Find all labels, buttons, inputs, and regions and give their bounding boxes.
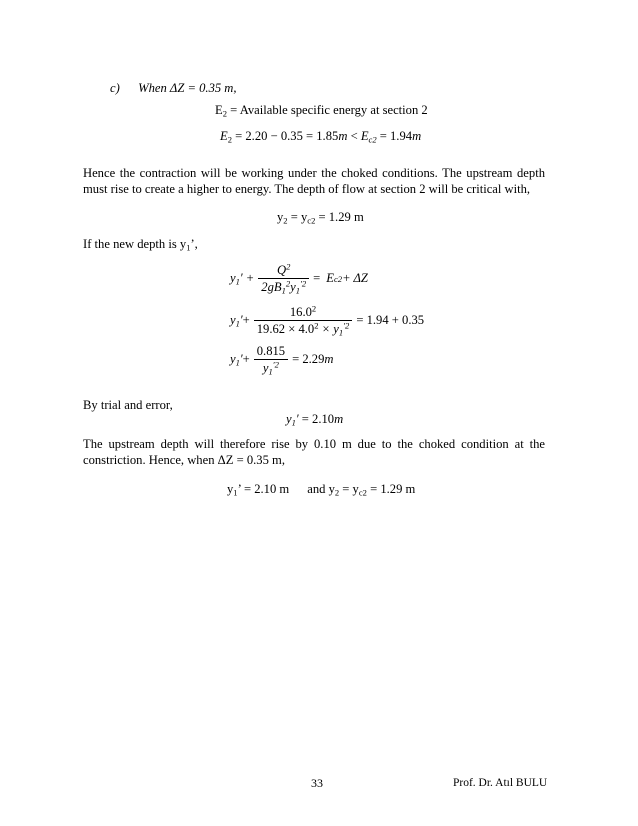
eqd-unit: m <box>334 412 344 426</box>
final-d-sub: c2 <box>358 487 367 498</box>
eqa-rhs-tail: + ΔZ <box>342 271 368 286</box>
eqc-den-sub: 1 <box>268 366 273 377</box>
eq1-cmp: < <box>347 129 361 143</box>
eqc-rhs: = 2.29 <box>292 352 325 367</box>
eqd-lhs: y <box>286 412 292 426</box>
eqc-unit: m <box>324 352 334 367</box>
new-depth-sub: 1 <box>186 242 191 253</box>
eqc-num: 0.815 <box>254 343 288 360</box>
page-number: 33 <box>311 776 323 790</box>
eq1-expr: = 2.20 − 0.35 = 1.85 <box>231 129 339 143</box>
critical-depth-line <box>277 210 364 226</box>
eq1-rhs-sub: c2 <box>368 134 377 145</box>
available-energy-line <box>215 103 428 119</box>
eqa-den: 2gB <box>261 280 282 295</box>
section-label: c) <box>110 81 120 95</box>
energy-subscript: 2 <box>222 108 227 119</box>
yc-a-sub: 2 <box>283 215 288 226</box>
eq1-rhs: E <box>360 129 369 143</box>
eqb-den-y-sup: ′2 <box>343 320 350 331</box>
paragraph-conclusion: The upstream depth will therefore rise by 0.10 m due to the choked condition at the constriction. Hence, when ΔZ = 0.35 m, <box>83 437 545 467</box>
final-d: = y <box>339 482 359 496</box>
energy-symbol: E <box>215 103 223 117</box>
final-c-sub: 2 <box>334 487 340 498</box>
eqb-den-sup: 2 <box>314 320 319 331</box>
eqa-den-sub: 1 <box>281 285 286 296</box>
eqb-num-sup: 2 <box>311 303 317 314</box>
yc-a: y <box>277 210 284 224</box>
new-depth-end: ’, <box>190 237 198 251</box>
eqb-rhs: = 1.94 + 0.35 <box>356 313 425 328</box>
final-a-sub: 1 <box>233 487 238 498</box>
eq1-rhs-val: = 1.94 <box>376 129 413 143</box>
author-name: Prof. Dr. Atıl BULU <box>453 777 548 789</box>
trial-text: By trial and error, <box>83 398 173 412</box>
section-heading <box>110 81 237 97</box>
eq1-rhs-unit: m <box>412 129 422 143</box>
eqd-lhs-sub: 1 <box>291 417 296 428</box>
eqb-den-y-sub: 1 <box>338 327 344 338</box>
fraction-q <box>258 262 309 296</box>
eqa-num: Q <box>277 263 287 277</box>
eq1-unit: m <box>338 129 348 143</box>
final-b: ’ = 2.10 m <box>237 482 290 496</box>
fraction-simplified <box>254 343 288 377</box>
fraction-numeric <box>254 304 353 338</box>
final-c: and y <box>307 482 335 496</box>
eq1-lhs-sub: 2 <box>227 134 232 145</box>
eqa-den-y: y <box>290 280 296 295</box>
equation-result <box>286 412 343 428</box>
eq1-lhs: E <box>220 129 228 143</box>
eqa-num-sup: 2 <box>286 261 291 272</box>
eqa-rhs-e: E <box>326 271 334 286</box>
energy-text: = Available specific energy at section 2 <box>226 103 428 117</box>
final-e: = 1.29 m <box>366 482 416 496</box>
equation-substituted: $y_1'$ + $\frac{16.0^2}{19.62 \times 4.0^2 \times y_1^{'2}}$ = 1.94 + 0.35 <box>230 303 425 338</box>
eqb-den: 19.62 × 4.0 <box>256 322 315 337</box>
eqb-den-x: × y <box>318 322 339 337</box>
equation-energy-balance: $y_1'$ + $\frac{Q^2}{2gB_1^2y_1^{'2}}$ = E c2 + ΔZ <box>230 261 368 296</box>
yc-c: = 1.29 m <box>315 210 364 224</box>
eqd-prime: ′ <box>295 412 299 426</box>
equation-simplified: $y_1'$ + $\frac{0.815}{y_1^{'2}}$ = 2.29 m <box>230 344 334 377</box>
yc-b: = y <box>287 210 308 224</box>
eqb-num: 16.0 <box>289 305 312 319</box>
eqa-den-y-sup: ′2 <box>300 278 307 289</box>
final-a: y <box>227 482 234 496</box>
new-depth-text: If the new depth is y <box>83 237 187 251</box>
final-result-line <box>227 482 415 498</box>
eqd-rhs: = 2.10 <box>298 412 335 426</box>
equation-energy <box>220 129 421 145</box>
eqc-den-sup: ′2 <box>272 359 279 370</box>
yc-b-sub: c2 <box>307 215 316 226</box>
eqc-den: y <box>262 361 269 376</box>
eqa-den-y-sub: 1 <box>295 285 301 296</box>
section-heading-text: When ΔZ = 0.35 m, <box>138 81 237 95</box>
paragraph-choked: Hence the contraction will be working under the choked conditions. The upstream depth must rise to create a higher to energy. The depth of flow at section 2 will be critical with, <box>83 166 545 196</box>
eqa-den-sup: 2 <box>285 278 291 289</box>
new-depth-line <box>83 237 198 253</box>
